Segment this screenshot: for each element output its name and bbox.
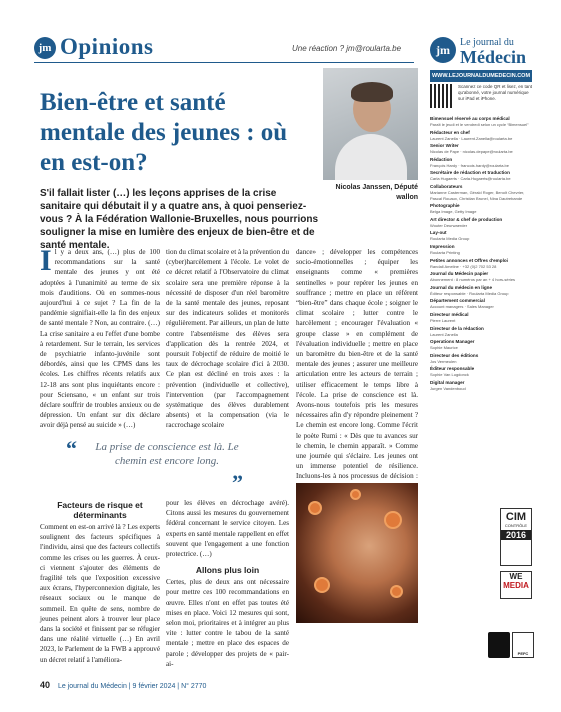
masthead-heading: Directeur médical	[430, 311, 469, 317]
qr-code-icon[interactable]	[430, 84, 454, 108]
sidebar-logo-small: Le journal du	[460, 37, 514, 48]
section-title: Opinions	[60, 34, 154, 59]
fsc-logo-icon	[488, 632, 510, 658]
article-lead: S'il fallait lister (…) les leçons apprises de la crise sanitaire qui débutait il y a quatre ans, à quoi penseriez-vous ? À la Fédération Wallonie-Bruxelles, nous pourrions souligner la mise en lumière des enjeux de bien-être et de santé mentale.	[40, 188, 319, 251]
masthead-heading: Bimensuel réservé au corps médical	[430, 116, 510, 121]
masthead-value: Marianne Casterman, Gérald Roger, Benoît Chevrier, Pascal Rouaux, Christian Brunel, Nina Dautrebande	[430, 189, 525, 201]
dropcap: I	[40, 244, 52, 277]
masthead-heading: Éditeur responsable	[430, 366, 475, 372]
masthead-heading: Petites annonces et Offres d'emploi	[430, 257, 508, 263]
masthead-value: Paraît le jeudi et le vendredi selon un cycle “Bimensuel”	[430, 122, 529, 127]
cim-label: CIM	[505, 511, 527, 523]
subhead-further: Allons plus loin	[195, 565, 260, 576]
column-2: tion du climat scolaire et à la prévention du (cyber)harcèlement à l'école. Le volet de ce décret relatif à l'Observatoire du climat scolaire sera une première réponse à la nécessité de disposer d'un réel baromètre de la santé mentale des jeunes, reposant sur des indicateurs solides et monitorés régulièrement. Par ailleurs, un plan de lutte contre l'absentéisme des élèves sera d'application dès la rentrée 2024, et poursuit l'objectif de réduire de moitié le taux de décrochage scolaire d'ici à 2030. Ce plan est décliné en trois axes : la prévention (individuelle et collective), l'intervention (par l'accompagnement systématique des élèves durablement absents) et la compensation (via le raccrochage scolaire	[166, 248, 289, 430]
website-link[interactable]: WWW.LEJOURNALDUMEDECIN.COM	[430, 70, 532, 82]
masthead-value: Jurgen Vandenboud	[430, 385, 466, 391]
cim-control: CONTRÔLE	[504, 523, 528, 528]
masthead-value: Nicolas de Pape · nicolas.depape@roularta.be	[430, 149, 513, 155]
author-photo	[323, 68, 418, 180]
jm-logo: jm	[34, 37, 56, 59]
page-number: 40	[40, 680, 51, 690]
sidebar-logo	[430, 34, 532, 68]
column-1-text: l y a deux ans, (…) plus de 100 recommandations sur la santé mentale des jeunes y ont été adoptées à l'unanimité au terme de six mois d'auditions. Où en sommes-nous aujourd'hui à ce sujet ? La fin de la pandémie signifiait-elle la fin des enjeux de santé mentale ? Non, au contraire. (…) La crise sanitaire a eu l'effet d'une bombe à retardement. Sur le terrain, les services de psychiatrie infanto-juvénile sont débordés, ainsi que les CPMS dans les écoles. Les chiffres récents relatifs aux 12-18 ans sont plus inquiétants encore : pour Sciensano, « un enfant sur trois déclare souffrir de troubles anxieux ou de dépression. Un enfant sur dix déclare avoir déjà pensé au suicide » (…)	[40, 248, 160, 430]
masthead-value: Sophie Maurice	[430, 345, 458, 351]
sidebar-logo-icon: jm	[430, 37, 456, 63]
masthead-value: François Hardy · francois.hardy@roularta.be	[430, 162, 509, 168]
masthead-heading: Rédacteur en chef	[430, 129, 470, 135]
masthead-heading: Collaborateurs	[430, 183, 463, 189]
we-media-badge	[500, 571, 532, 599]
masthead-value: Belga Image, Getty Image	[430, 209, 477, 215]
article-illustration	[296, 483, 418, 623]
masthead-value: Account managers · Sales Manager	[430, 304, 494, 310]
masthead-value: Roularta Printing	[430, 249, 460, 255]
qr-text: Scannez ce code QR et lisez, en tant qu'abonné, votre journal numérique sur iPad et iPhone.	[458, 84, 533, 101]
page-footer	[40, 680, 206, 690]
masthead-value: Wouter Deurwaerder	[430, 222, 468, 228]
pefc-badge	[512, 632, 534, 658]
masthead-value: Éditeur responsable · Roularta Media Group	[430, 290, 509, 296]
column-1	[40, 244, 160, 431]
quote-open-mark: “	[66, 436, 77, 461]
author-caption: Nicolas Janssen, Député wallon	[335, 184, 418, 201]
cim-year: 2016	[501, 530, 531, 540]
masthead-value: Carla Hugaerts · Carla.Hugaerts@roularta.be	[430, 176, 511, 182]
masthead-value: Pierre Laurent	[430, 317, 456, 323]
masthead-value: Roularta Media Group	[430, 236, 470, 242]
masthead-value: Jos Vermeulen	[430, 358, 457, 364]
quote-close-mark: ”	[232, 470, 243, 495]
section-header	[34, 35, 414, 61]
masthead-heading: Digital manager	[430, 379, 465, 385]
masthead-heading: Rédaction	[430, 156, 453, 162]
header-rule	[34, 62, 414, 63]
pefc-label: PEFC	[517, 651, 529, 656]
sidebar-logo-big: Médecin	[460, 47, 526, 67]
column-5a-text: pour les élèves en décrochage avéré). Citons aussi les mesures du gouvernement fédéral concernant le service citoyen. Les experts en santé mentale rappellent en effet souvent que l'engagement a une fonction protectrice. (…)	[166, 499, 289, 559]
masthead-heading: Impression	[430, 243, 455, 249]
column-5	[166, 498, 289, 669]
sidebar-masthead	[430, 34, 533, 391]
masthead-heading: Journal du médecin en ligne	[430, 284, 493, 290]
masthead-list	[430, 114, 532, 391]
masthead-heading: Journal du Médecin papier	[430, 271, 489, 277]
masthead-value: Laurent Zanella · Laurent.Zanella@roularta.be	[430, 135, 513, 141]
subhead-risk: Facteurs de risque et déterminants	[57, 500, 143, 520]
column-4	[40, 498, 160, 665]
masthead-heading: Secrétaire de rédaction et traduction	[430, 170, 510, 176]
cim-badge	[500, 508, 532, 566]
publication-info: Le journal du Médecin | 9 février 2024 | N° 2770	[57, 683, 207, 690]
masthead-heading: Directeur de la rédaction	[430, 325, 484, 331]
masthead-heading: Département commercial	[430, 298, 485, 304]
masthead-heading: Senior Writer	[430, 143, 459, 149]
we-label: WE	[509, 572, 523, 581]
column-5b-text: Certes, plus de deux ans ont nécessaire pour mettre ces 100 recommandations en œuvre. Elles n'ont en effet pas toutes été mises en place. Voici 12 mesures qui sont, selon moi, prioritaires et à intégrer au plus vite : lutter contre le tabou de la santé mentale ; mettre en place des espaces de parole ; développer des projets de « pair-ai-	[166, 578, 289, 668]
masthead-heading: Art director & chef de production	[430, 216, 503, 222]
column-4-text: Comment en est-on arrivé là ? Les experts soulignent des facteurs spécifiques à l'individu, ainsi que des facteurs collectifs comme les crises ou les guerres. À ceux-ci viennent s'ajouter des éléments de fragilité tels que l'exposition excessive aux écrans, l'hyperconnexion digitale, les réseaux sociaux ou le manque de sommeil. En quête de sens, nombre de jeunes peinent alors à trouver leur place dans la société et finissent par se réfugier dans une réalité virtuelle (…) En avril 2023, le Parlement de la FWB a approuvé un décret relatif à l'améliora-	[40, 523, 160, 664]
pull-quote: La prise de conscience est là. Le chemin est encore long.	[95, 441, 239, 467]
masthead-heading: Operations Manager	[430, 339, 475, 345]
masthead-value: Randall Ameline · +32 (0)2 702 53 28	[430, 263, 497, 269]
article-title: Bien-être et santé mentale des jeunes : où en est-on?	[40, 89, 288, 176]
masthead-value: Laurent Zanella	[430, 331, 458, 337]
masthead-heading: Lay-out	[430, 230, 447, 236]
masthead-heading: Directeur des éditions	[430, 352, 479, 358]
media-label: MEDIA	[503, 581, 529, 590]
reaction-email[interactable]: Une réaction ? jm@roularta.be	[292, 44, 402, 53]
masthead-heading: Photographie	[430, 203, 460, 209]
column-3: dance» ; développer les compétences socio-émotionnelles ; équiper les enseignants comme « premières sentinelles » pour repérer les jeunes en souffrance ; mettre en place un référent “bien-être” dans chaque école ; soigner le climat scolaire ; lutter contre le harcèlement ; encourager l'évaluation « groupe classe » en complément de l'évaluation individuelle ; mettre en place un baromètre du bien-être et de la santé mentale des jeunes ; assurer une meilleure articulation entre les acteurs de terrain ; utiliser efficacement le temps libre à l'école. La prise de conscience est là. Avons-nous toutefois pris les mesures nécessaires afin d'y répondre pleinement ? Le chemin est encore long. Comme l'écrit le poète Rumi : « Dès que tu avances sur le chemin, le chemin apparaît. » Comme une journée qui s'éclaire. Les jeunes ont un immense potentiel de résilience. Incluons-les à nos processus de décision :	[296, 248, 418, 481]
masthead-value: Sophie Van Lugdonck	[430, 372, 469, 378]
masthead-value: Abonnement : 8 numéros par an + 4 hors-séries	[430, 277, 516, 283]
